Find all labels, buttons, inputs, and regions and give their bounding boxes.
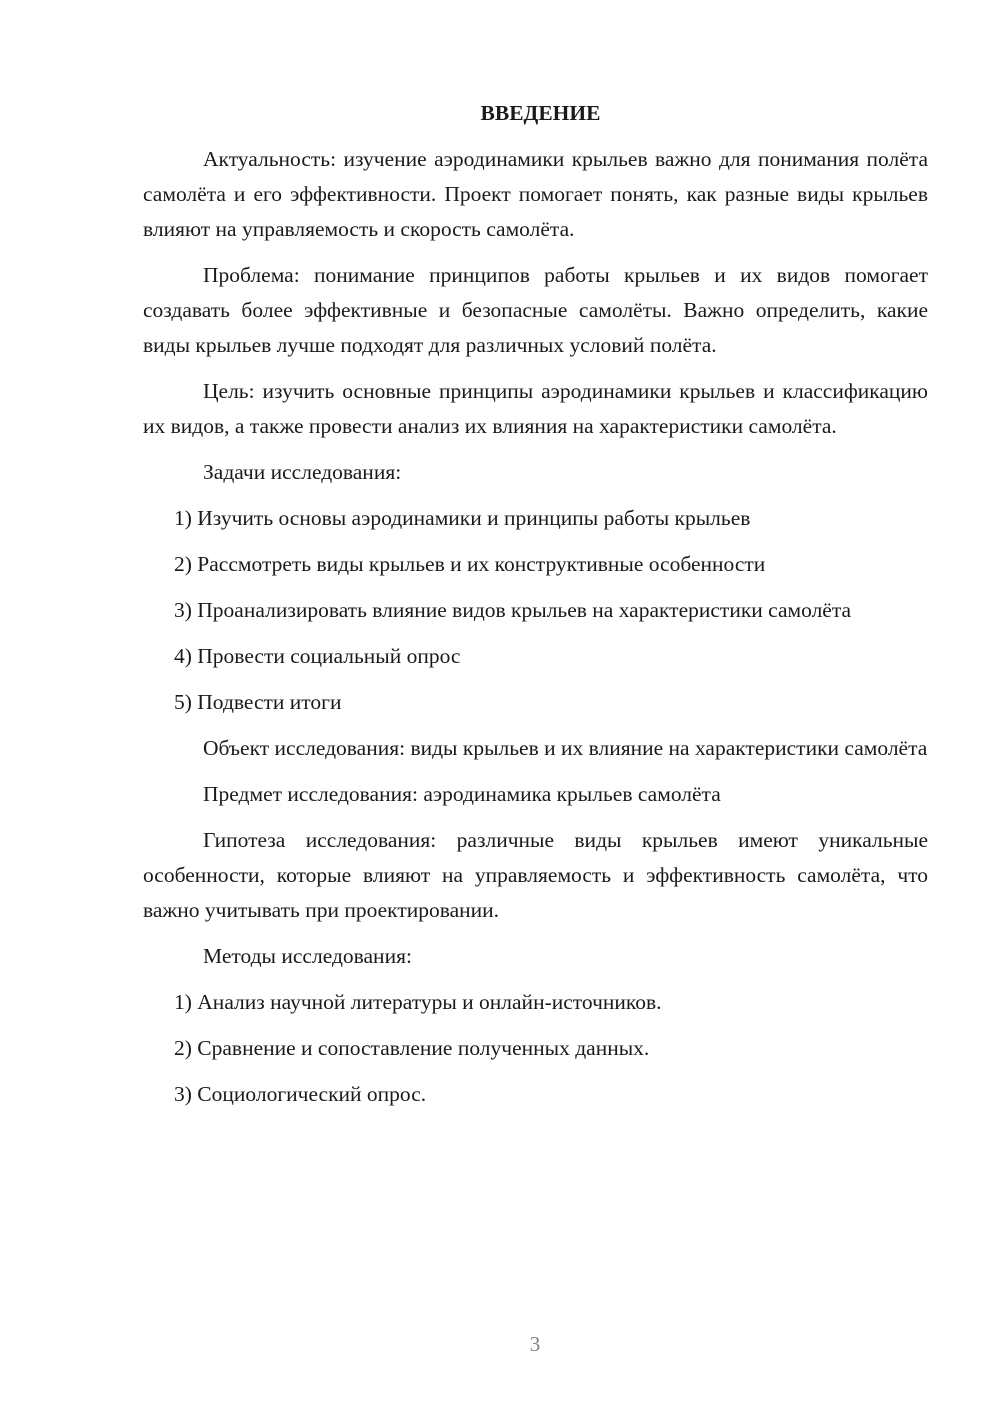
method-item: 1) Анализ научной литературы и онлайн-источников.	[174, 990, 662, 1014]
task-item: 5) Подвести итоги	[174, 690, 342, 714]
task-item: 1) Изучить основы аэродинамики и принципы работы крыльев	[174, 506, 751, 530]
subject-paragraph: Предмет исследования: аэродинамика крыльев самолёта	[203, 782, 721, 806]
task-item: 3) Проанализировать влияние видов крыльев на характеристики самолёта	[174, 598, 852, 622]
task-item: 4) Провести социальный опрос	[174, 644, 461, 668]
object-paragraph: Объект исследования: виды крыльев и их влияние на характеристики самолёта	[203, 736, 928, 760]
goal-paragraph: Цель: изучить основные принципы аэродинамики крыльев и классификацию их видов, а также провести анализ их влияния на характеристики самолёта.	[143, 379, 928, 438]
relevance-paragraph: Актуальность: изучение аэродинамики крыльев важно для понимания полёта самолёта и его эффективности. Проект помогает понять, как разные виды крыльев влияют на управляемость и скорость самолёта.	[143, 147, 928, 241]
method-item: 2) Сравнение и сопоставление полученных данных.	[174, 1036, 650, 1060]
section-title: ВВЕДЕНИЕ	[480, 101, 601, 125]
tasks-heading: Задачи исследования:	[203, 460, 402, 484]
page-number: 3	[529, 1332, 541, 1356]
problem-paragraph: Проблема: понимание принципов работы крыльев и их видов помогает создавать более эффективные и безопасные самолёты. Важно определить, какие виды крыльев лучше подходят для различных условий полёта.	[143, 263, 928, 357]
method-item: 3) Социологический опрос.	[174, 1082, 427, 1106]
methods-heading: Методы исследования:	[203, 944, 412, 968]
hypothesis-paragraph: Гипотеза исследования: различные виды крыльев имеют уникальные особенности, которые влияют на управляемость и эффективность самолёта, что важно учитывать при проектировании.	[143, 828, 928, 922]
task-item: 2) Рассмотреть виды крыльев и их конструктивные особенности	[174, 552, 766, 576]
document-page	[143, 96, 928, 1123]
